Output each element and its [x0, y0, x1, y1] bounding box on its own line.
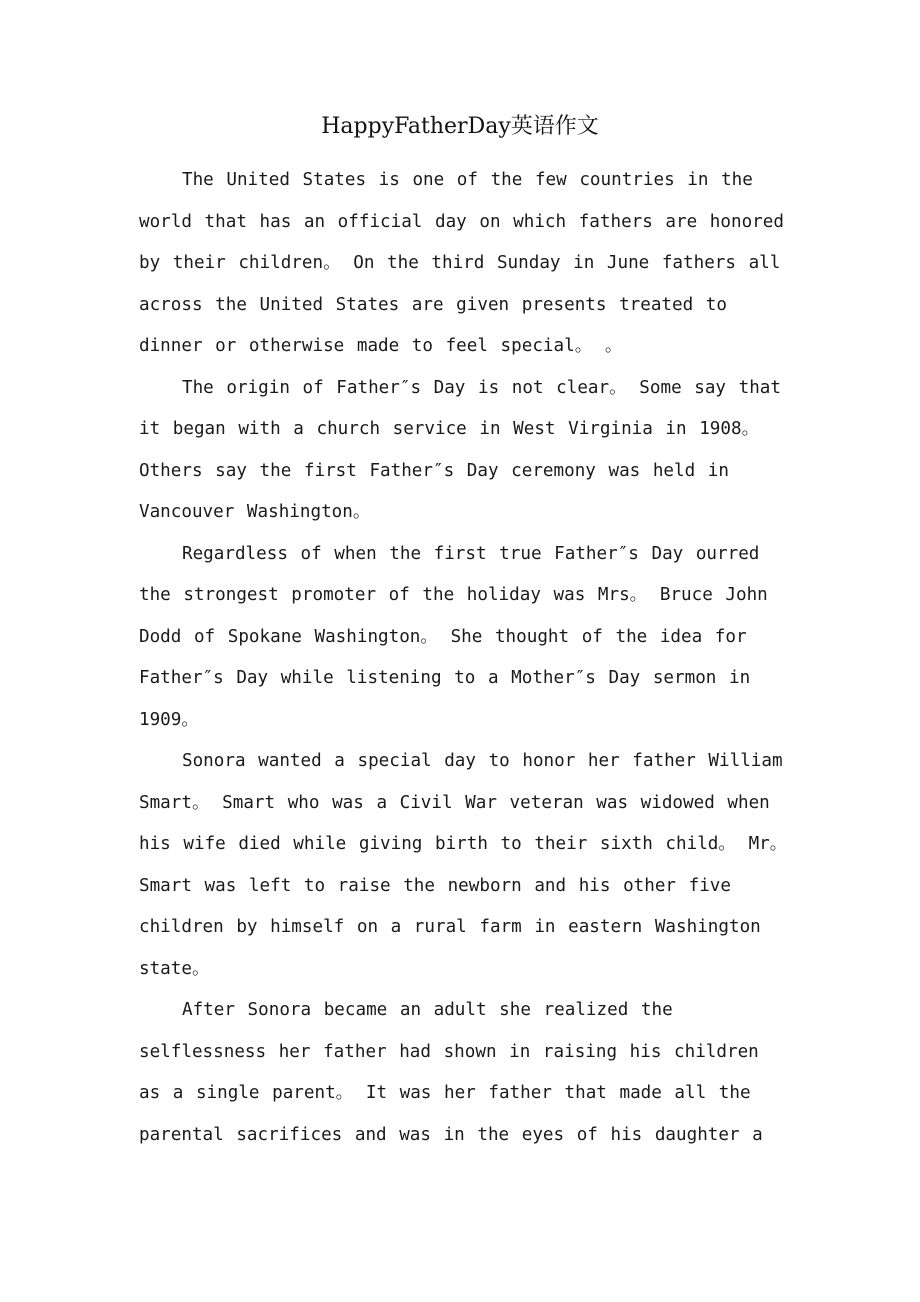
paragraph-3: Regardless of when the first true Father″s Day ourred the strongest promoter of the holiday was Mrs。 Bruce John Dodd of Spokane Washington。 She thought of the idea for Father″s Day while listening to a Mother″s Day sermon in 1909。 [139, 543, 768, 730]
document-title: HappyFatherDay英语作文 [321, 114, 599, 139]
paragraph-5: After Sonora became an adult she realized the selflessness her father had shown in raising his children as a single parent。 It was her father that made all the parental sacrifices and was in the eyes of his daughter a [139, 1000, 763, 1145]
paragraph-2: The origin of Father″s Day is not clear。 Some say that it began with a church service in West Virginia in 1908。 Others say the first Father″s Day ceremony was held in Vancouver Washington。 [139, 377, 781, 522]
paragraph-4: Sonora wanted a special day to honor her father William Smart。 Smart who was a Civil War veteran was widowed when his wife died while giving birth to their sixth child。 Mr。 Smart was left to raise the newborn and his other five children by himself on a rural farm in eastern Washington state。 [139, 751, 788, 979]
document-body [139, 160, 789, 1156]
paragraph-1: The United States is one of the few countries in the world that has an official day on which fathers are honored by their children。 On the third Sunday in June fathers all across the United States are given presents treated to dinner or otherwise made to feel special。 。 [139, 170, 784, 356]
